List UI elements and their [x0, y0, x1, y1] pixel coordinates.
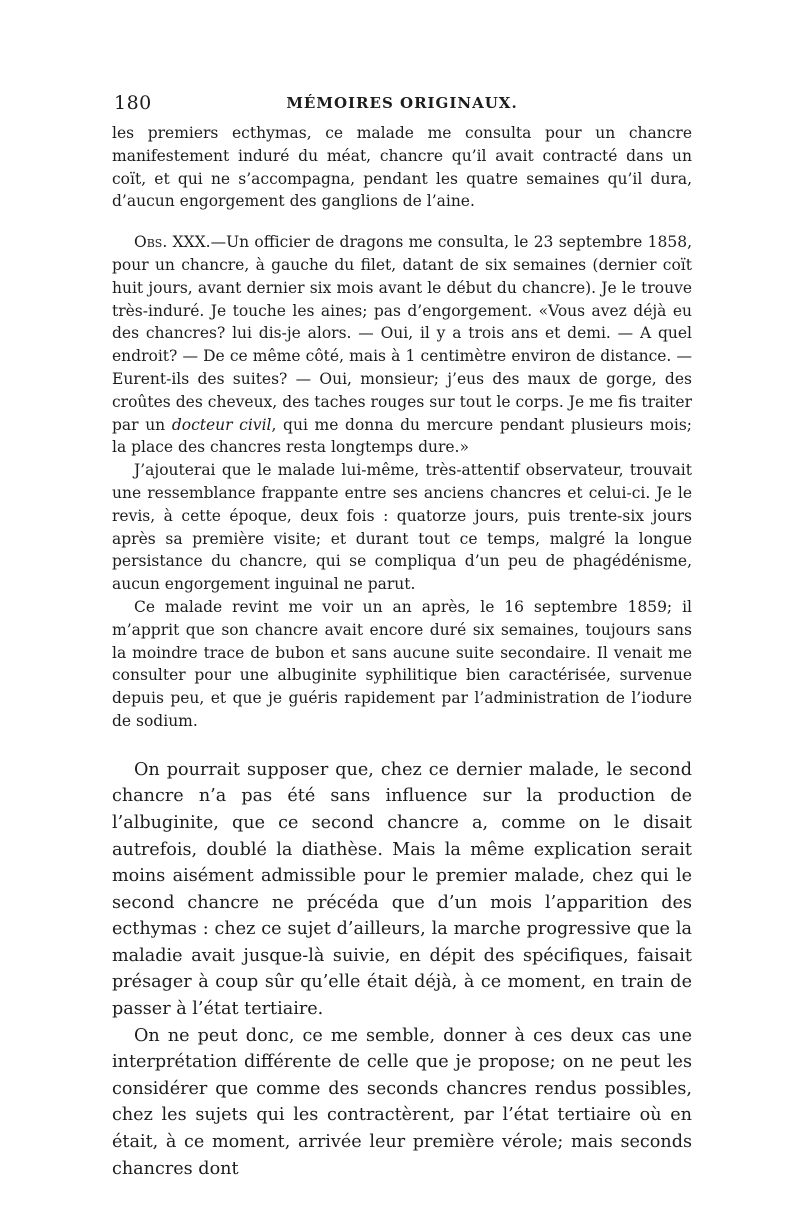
observation-text-a: —Un officier de dragons me consulta, le 23 septembre 1858, pour un chancre, à gauche du filet, datant de six semaines (dernier coït huit jours, avant dernier six mois avant le début du chancre). Je le trouve très-induré. Je touche les aines; pas d’engorgement. «Vous avez déjà eu des chancres? lui dis-je alors. — Oui, il y a trois ans et demi. — A quel endroit? — De ce même côté, mais à 1 centimètre environ de distance. — Eurent-ils des suites? — Oui, monsieur; j’eus des maux de gorge, des croûtes des cheveux, des taches rouges sur tout le corps. Je me fis traiter par un [112, 233, 692, 434]
paragraph-5: On pourrait supposer que, chez ce dernier malade, le second chancre n’a pas été sans influence sur la production de l’albuginite, que ce second chancre a, comme on le disait autrefois, doublé la diathèse. Mais la même explication serait moins aisément admissible pour le premier malade, chez qui le second chancre ne précéda que d’un mois l’apparition des ecthymas : chez ce sujet d’ailleurs, la marche progressive que la maladie avait jusque-là suivie, en dépit des spécifiques, faisait présager à coup sûr qu’elle était déjà, à ce moment, en train de passer à l’état tertiaire. [112, 759, 692, 1020]
paragraph-1: les premiers ecthymas, ce malade me consulta pour un chancre manifestement induré du méat, chancre qu’il avait contracté dans un coït, et qui ne s’accompagna, pendant les quatre semaines qu’il dura, d’aucun engorgement des ganglions de l’aine. [112, 124, 692, 211]
book-page [112, 92, 692, 1182]
paragraph-3: J’ajouterai que le malade lui-même, très-attentif observateur, trouvait une ressemblance frappante entre ses anciens chancres et celui-ci. Je le revis, à cette époque, deux fois : quatorze jours, puis trente-six jours après sa première visite; et durant tout ce temps, malgré la longue persistance du chancre, qui se compliqua d’un peu de phagédénisme, aucun engorgement inguinal ne parut. [112, 461, 692, 594]
paragraph-4: Ce malade revint me voir un an après, le 16 septembre 1859; il m’apprit que son chancre avait encore duré six semaines, toujours sans la moindre trace de bubon et sans aucune suite secondaire. Il venait me consulter pour une albuginite syphilitique bien caractérisée, survenue depuis peu, et que je guéris rapidement par l’administration de l’iodure de sodium. [112, 597, 692, 730]
paragraph-gap [112, 213, 692, 231]
observation-label: Obs. XXX. [134, 233, 211, 252]
observation-text [112, 122, 692, 733]
paragraph-6: On ne peut donc, ce me semble, donner à ces deux cas une interprétation différente de celle que je propose; on ne peut les considérer que comme des seconds chancres rendus possibles, chez les sujets qui les contractèrent, par l’état tertiaire où en était, à ce moment, arrivée leur première vérole; mais seconds chancres dont [112, 1025, 692, 1179]
page-header [112, 92, 692, 122]
commentary-text [112, 757, 692, 1183]
observation-text-b: , qui me donna du mercure pendant plusieurs mois; la place des chancres resta longtemps dure.» [112, 415, 692, 457]
running-title: MÉMOIRES ORIGINAUX. [286, 94, 518, 112]
observation-italic: docteur civil [171, 415, 272, 434]
page-number: 180 [114, 92, 152, 114]
observation-30 [112, 231, 692, 459]
